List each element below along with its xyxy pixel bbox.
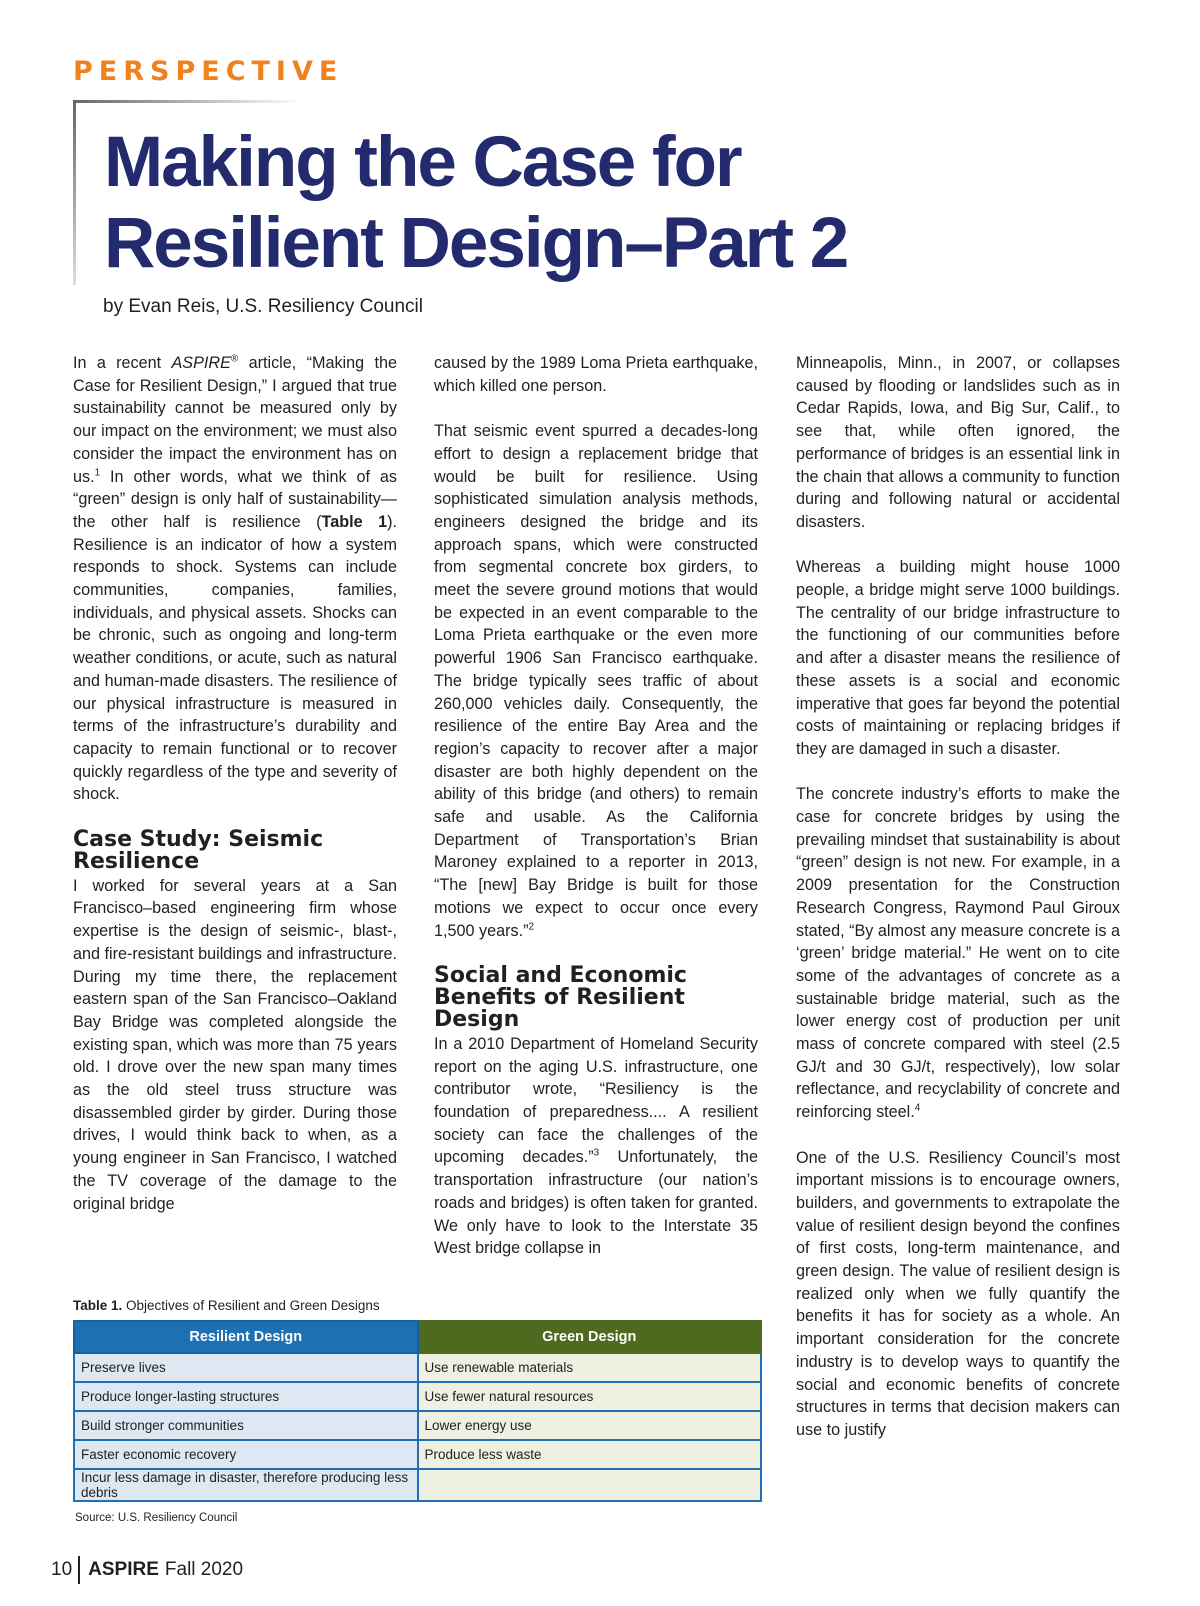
title-bracket-side (73, 100, 76, 285)
paragraph: Minneapolis, Minn., in 2007, or collapses caused by flooding or landslides such as in Cedar Rapids, Iowa, and Big Sur, Calif., to see that, while often ignored, the performance of bridges is an essential link in the chain that allows a community to function during and following natural or accidental disasters. (796, 354, 1120, 531)
table-cell: Preserve lives (74, 1353, 418, 1382)
table-cell: Build stronger communities (74, 1411, 418, 1440)
table-caption (73, 1298, 380, 1313)
text-run: ). Resilience is an indicator of how a system responds to shock. Systems can include communities, companies, families, individuals, and physical assets. Shocks can be chronic, such as ongoing and long-term weather conditions, or acute, such as natural and human-made disasters. The resilience of our physical infrastructure is measured in terms of the infrastructure’s durability and capacity to remain functional or to recover quickly regardless of the type and severity of shock. (73, 512, 397, 804)
paragraph: caused by the 1989 Loma Prieta earthquake, which killed one person. (434, 354, 758, 395)
registered-mark: ® (230, 353, 239, 365)
title-line-2: Resilient Design–Part 2 (104, 204, 848, 283)
table-header-row (74, 1321, 761, 1353)
table-row (74, 1411, 761, 1440)
table-row (74, 1353, 761, 1382)
text-run: That seismic event spurred a decades-long effort to design a replacement bridge that would be built for resilience. Using sophisticated simulation analysis methods, engineers designed the bridge and its approach spans, which were constructed from segmental concrete box girders, to meet the severe ground motions that would be expected in an event comparable to the Loma Prieta earthquake or the even more powerful 1906 San Francisco earthquake. The bridge typically sees traffic of about 260,000 vehicles daily. Consequently, the resilience of the entire Bay Area and the region’s capacity to recover after a major disaster are both highly dependent on the ability of this bridge (and others) to remain safe and usable. As the California Department of Transportation’s Brian Maroney explained to a reporter in 2013, “The [new] Bay Bridge is built for those motions we expect to occur once every 1,500 years.” (434, 422, 758, 940)
heading-line: Resilience (73, 848, 200, 874)
section-label: PERSPECTIVE (73, 56, 344, 87)
page-number: 10 (51, 1559, 73, 1580)
table-cell (418, 1469, 762, 1501)
magazine-name: ASPIRE (171, 354, 231, 372)
table-reference: Table 1 (321, 512, 388, 531)
text-run: article, “Making the Case for Resilient Design,” I argued that true sustainability cannot be measured only by our impact on the environment; we must also consider the impact the environment has on us. (73, 354, 397, 486)
table-caption-text: Objectives of Resilient and Green Designs (122, 1298, 380, 1313)
footnote-ref: 1 (94, 467, 101, 479)
table-row (74, 1440, 761, 1469)
table-cell: Lower energy use (418, 1411, 762, 1440)
heading-line: Social and Economic (434, 962, 687, 988)
paragraph (796, 783, 1120, 1124)
table-cell: Produce less waste (418, 1440, 762, 1469)
issue-label: Fall 2020 (164, 1559, 244, 1580)
table-cell: Faster economic recovery (74, 1440, 418, 1469)
table-cell: Use renewable materials (418, 1353, 762, 1382)
column-2 (434, 352, 758, 1260)
text-run: In a recent (73, 354, 172, 372)
green-design-header: Green Design (418, 1321, 762, 1353)
table-source: Source: U.S. Resiliency Council (75, 1512, 238, 1524)
paragraph: One of the U.S. Resiliency Council’s most important missions is to encourage owners, builders, and governments to extrapolate the value of resilient design beyond the confines of first costs, long-term maintenance, and green design. The value of resilient design is realized only when we fully quantify the benefits it has for society as a whole. An important consideration for the concrete industry is to develop ways to quantify the social and economic benefits of concrete structures in terms that decision makers can use to justify (796, 1148, 1120, 1439)
magazine-name-footer: ASPIRE (88, 1559, 159, 1580)
table-caption-label: Table 1. (73, 1298, 123, 1313)
heading-line: Case Study: Seismic (73, 826, 324, 852)
footnote-ref: 4 (914, 1102, 921, 1114)
section-heading (73, 826, 397, 874)
table-cell: Produce longer-lasting structures (74, 1382, 418, 1411)
table-row (74, 1382, 761, 1411)
text-run: Unfortunately, the transportation infrastructure (our nation’s roads and bridges) is often taken for granted. We only have to look to the Interstate 35 West bridge collapse in (434, 1148, 758, 1258)
page-footer (51, 1556, 243, 1584)
heading-line: Benefits of Resilient Design (434, 984, 685, 1032)
footnote-ref: 2 (528, 921, 535, 933)
table-cell: Use fewer natural resources (418, 1382, 762, 1411)
footer-divider (78, 1556, 80, 1584)
text-run: In a 2010 Department of Homeland Security report on the aging U.S. infrastructure, one contributor wrote, “Resiliency is the foundation of preparedness.... A resilient society can face the challenges of the upcoming decades.” (434, 1034, 758, 1167)
text-run: In other words, what we think of as “green” design is only half of sustainability—the other half is resilience ( (73, 467, 397, 531)
objectives-table (73, 1320, 762, 1502)
table-cell: Incur less damage in disaster, therefore producing less debris (74, 1469, 418, 1501)
column-3 (796, 352, 1120, 1442)
text-run: The concrete industry’s efforts to make the case for concrete bridges by using the prevailing mindset that sustainability is about “green” design is not new. For example, in a 2009 presentation for the Construction Research Congress, Raymond Paul Giroux stated, “By almost any measure concrete is a ‘green’ bridge material.” He went on to cite some of the advantages of concrete as a sustainable bridge material, such as the lower energy cost of production per unit mass of concrete compared with steel (2.5 GJ/t and 30 GJ/t, respectively), low solar reflectance, and recyclability of concrete and reinforcing steel. (796, 785, 1120, 1122)
article-title (104, 122, 1104, 284)
paragraph (434, 420, 758, 942)
column-1 (73, 352, 397, 1215)
paragraph: I worked for several years at a San Francisco–based engineering firm whose expertise is the design of seismic-, blast-, and fire-resistant buildings and infrastructure. During my time there, the replacement eastern span of the San Francisco–Oakland Bay Bridge was completed alongside the existing span, which was more than 75 years old. I drove over the new span many times as the old steel truss structure was disassembled girder by girder. During those drives, I would think back to when, as a young engineer in San Francisco, I watched the TV coverage of the damage to the original bridge (73, 876, 397, 1213)
footnote-ref: 3 (593, 1148, 600, 1160)
byline: by Evan Reis, U.S. Resiliency Council (103, 296, 423, 317)
title-bracket-top (73, 100, 303, 103)
title-line-1: Making the Case for (104, 123, 741, 202)
paragraph (434, 1033, 758, 1260)
table-row (74, 1469, 761, 1501)
paragraph (73, 352, 397, 806)
section-heading (434, 962, 758, 1032)
resilient-design-header: Resilient Design (74, 1321, 418, 1353)
paragraph: Whereas a building might house 1000 people, a bridge might serve 1000 buildings. The centrality of our bridge infrastructure to the functioning of our communities before and after a disaster means the resilience of these assets is a social and economic imperative that goes far beyond the potential costs of maintaining or replacing bridges if they are damaged in such a disaster. (796, 558, 1120, 758)
